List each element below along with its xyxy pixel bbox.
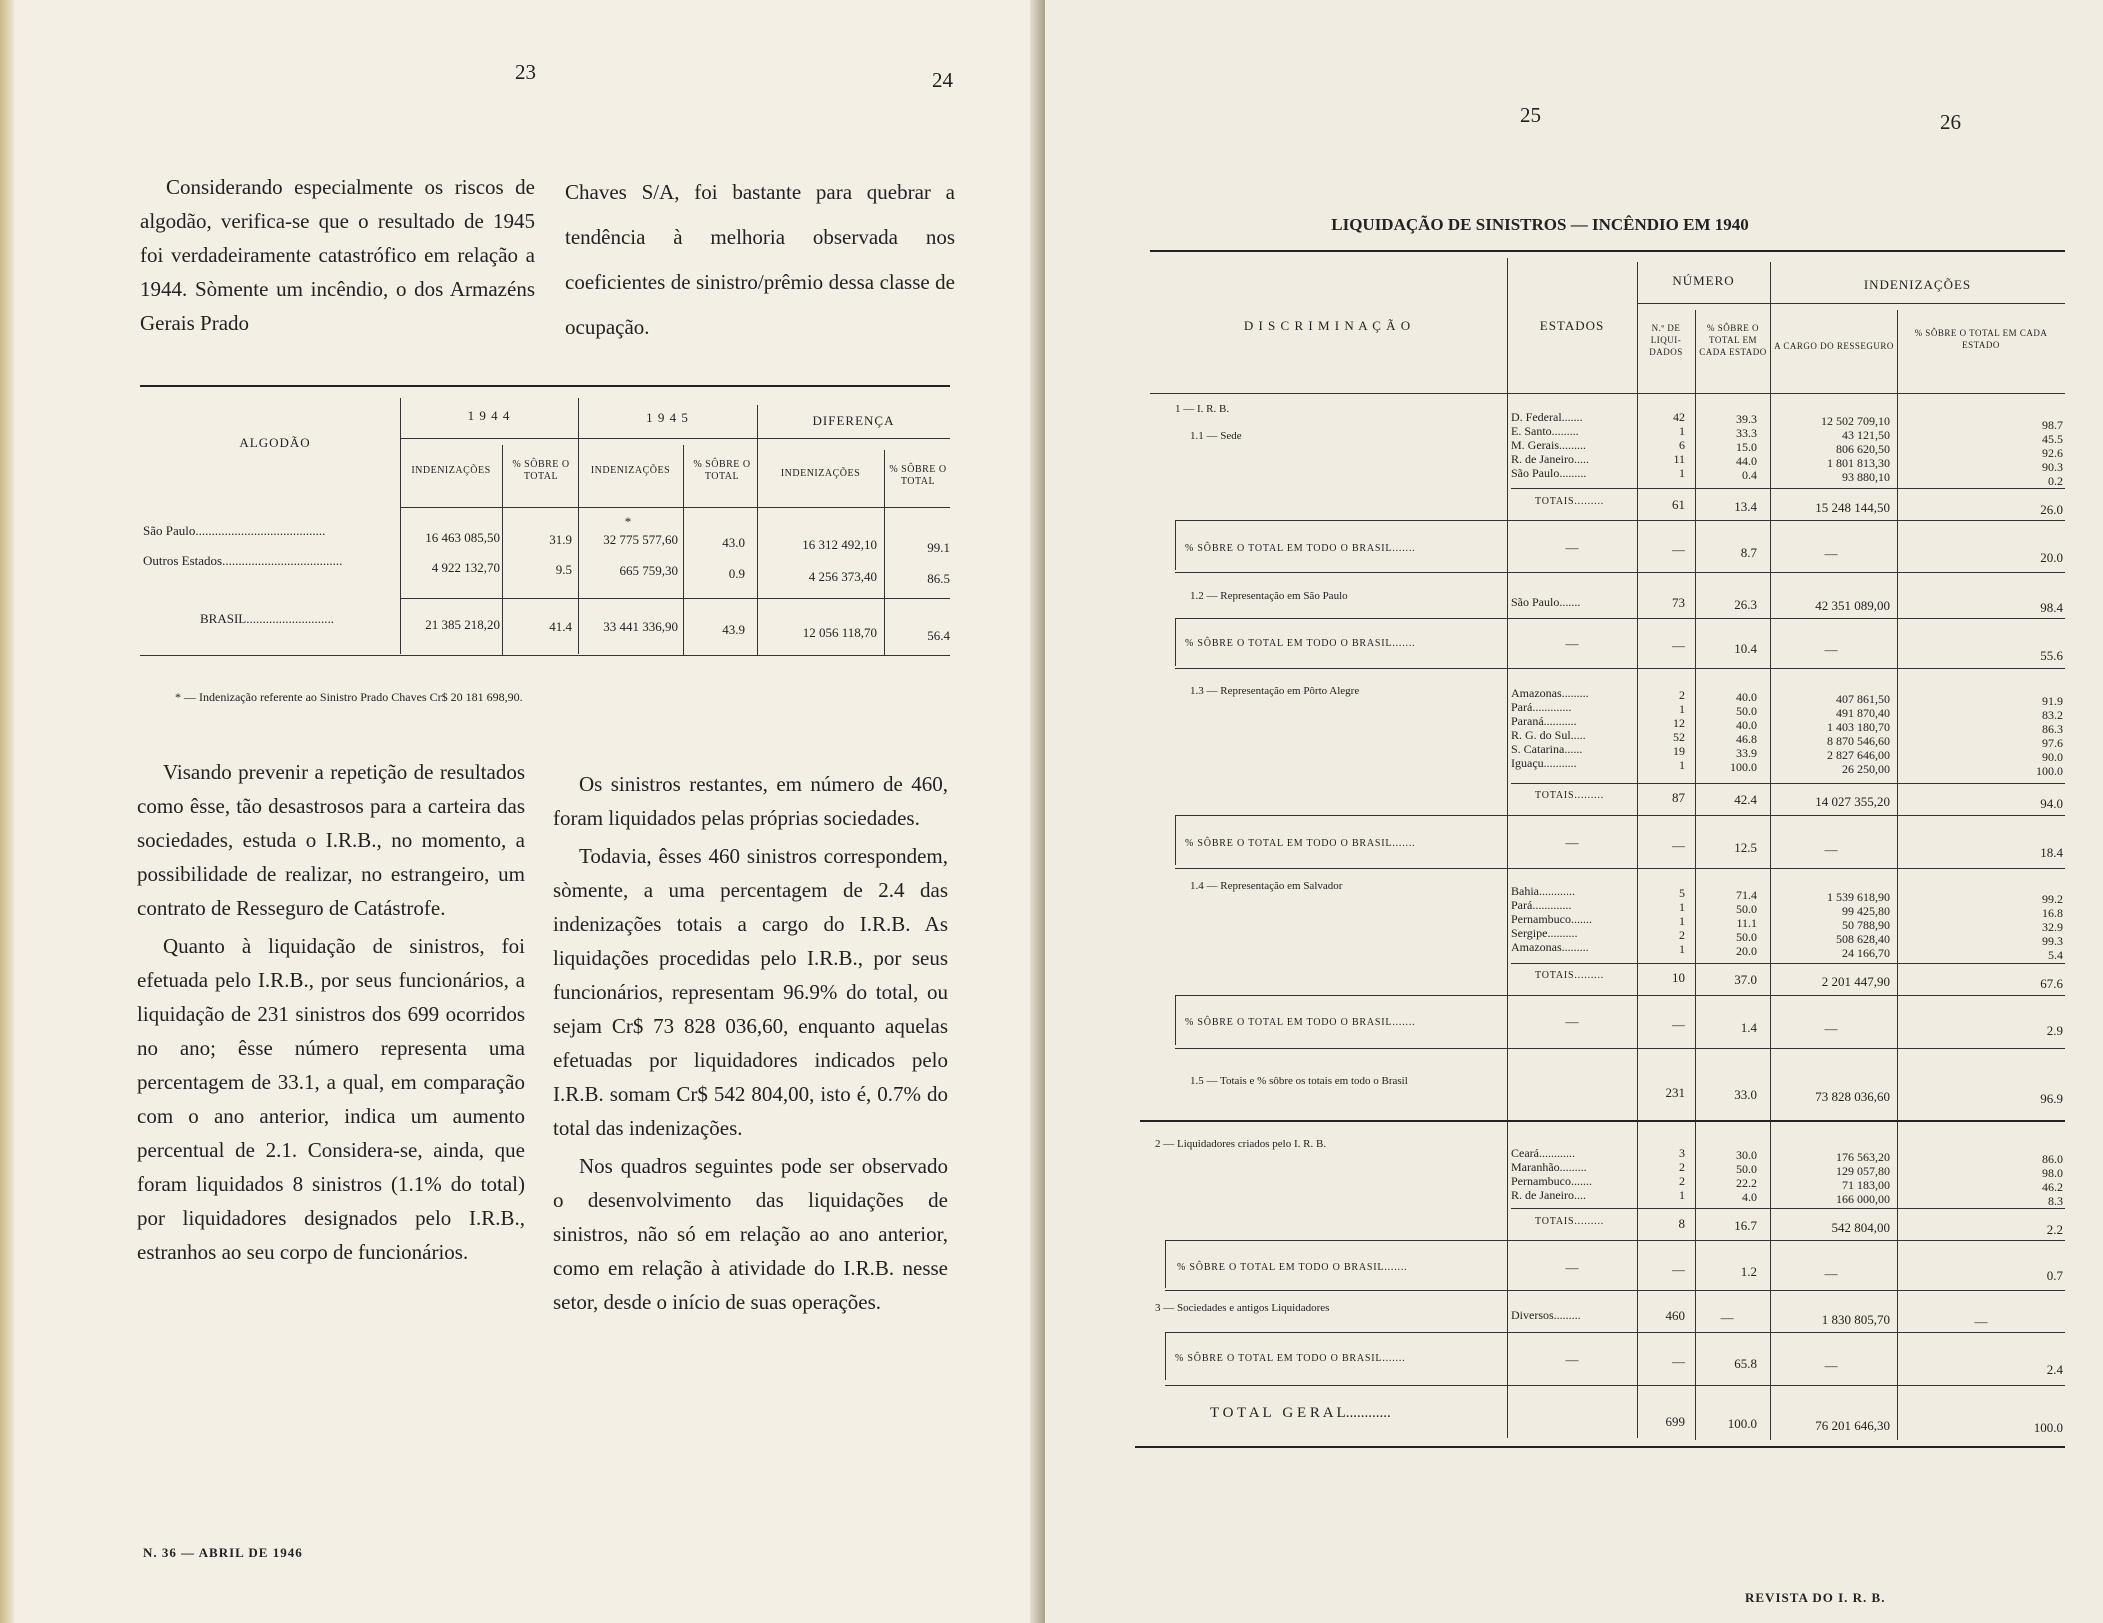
cell: 96.9 xyxy=(2040,1091,2063,1106)
cell: 4 922 132,70 xyxy=(431,560,500,575)
cell: 14 027 355,20 xyxy=(1815,794,1890,809)
page-footer: N. 36 — ABRIL DE 1946 xyxy=(143,1545,303,1560)
col-header-pct: % SÔBRE O TOTAL xyxy=(889,464,947,487)
cell: 12 056 118,70 xyxy=(802,625,877,640)
cell: 18.4 xyxy=(2040,845,2063,860)
section-title: 1.3 — Representação em Pôrto Alegre xyxy=(1190,685,1360,697)
cell: — xyxy=(1565,636,1579,651)
cell: 16.7 xyxy=(1734,1218,1757,1233)
header-estados: ESTADOS xyxy=(1539,318,1605,333)
totais-label: TOTAIS......... xyxy=(1535,496,1605,507)
cell: 99.1 xyxy=(927,540,950,555)
cell: — xyxy=(1672,542,1685,557)
cell: 9.5 xyxy=(555,562,572,577)
state-list: Amazonas......... Pará............. Paraná........... R. G. do Sul..... S. Catarina...... Iguaçu........... xyxy=(1511,686,1589,770)
cell: — xyxy=(1565,540,1579,555)
pct-brasil-label: % SÔBRE O TOTAL EM TODO O BRASIL....... xyxy=(1177,1262,1408,1273)
totais-label: TOTAIS......... xyxy=(1535,970,1605,981)
cell: — xyxy=(1824,842,1838,857)
header-indenizacoes: INDENIZAÇÕES xyxy=(1863,277,1972,292)
cell: 1.2 xyxy=(1740,1264,1757,1279)
cell: — xyxy=(1672,1354,1685,1369)
pct-brasil-label: % SÔBRE O TOTAL EM TODO O BRASIL....... xyxy=(1185,543,1416,554)
cell: 43.9 xyxy=(722,622,745,637)
cell: — xyxy=(1672,1262,1685,1277)
header-n-liquidados: N.º DE LIQUI-DADOS xyxy=(1649,323,1683,357)
cell: — xyxy=(1565,835,1579,850)
page-number: 26 xyxy=(1940,110,1961,134)
cell: 5 1 1 2 1 xyxy=(1679,886,1685,956)
cell: — xyxy=(1565,1352,1579,1367)
left-page xyxy=(0,0,1045,1623)
cell: 20.0 xyxy=(2040,550,2063,565)
cell: 42.4 xyxy=(1734,792,1757,807)
totais-label: TOTAIS......... xyxy=(1535,1216,1605,1227)
cell: 40.0 50.0 40.0 46.8 33.9 100.0 xyxy=(1730,690,1757,774)
state-list: Diversos......... xyxy=(1511,1308,1581,1322)
cell: 98.4 xyxy=(2040,600,2063,615)
cell: 16 463 085,50 xyxy=(425,530,500,545)
cell: 31.9 xyxy=(549,532,572,547)
col-header-indenizacoes: INDENIZAÇÕES xyxy=(590,465,671,476)
footnote-marker: * xyxy=(624,514,632,529)
cell: 76 201 646,30 xyxy=(1815,1418,1890,1433)
cell: 460 xyxy=(1665,1308,1685,1323)
cell: 26.0 xyxy=(2040,502,2063,517)
state-list: D. Federal....... E. Santo......... M. Gerais......... R. de Janeiro..... São Paulo......... xyxy=(1511,410,1589,480)
totais-label: TOTAIS......... xyxy=(1535,790,1605,801)
cell: 65.8 xyxy=(1734,1356,1757,1371)
cell: 100.0 xyxy=(1727,1416,1757,1431)
cell: 94.0 xyxy=(2040,796,2063,811)
group-header-1945: 1 9 4 5 xyxy=(646,410,689,425)
body-column-2: Os sinistros restantes, em número de 460, foram liquidados pelas próprias sociedades. Todavia, êsses 460 sinistros correspondem, sòmente, a uma percentagem de 2.4 das indenizações totais a cargo do I.R.B. As liquidações procedidas pelo I.R.B., por seus funcionários, representam 96.9% do total, ou sejam Cr$ 73 828 036,60, enquanto aquelas efetuadas por liquidadores indicados pelo I.R.B. somam Cr$ 542 804,00, isto é, 0.7% do total das indenizações. Nos quadros seguintes pode ser observado o desenvolvimento das liquidações de sinistros, não só em relação ao ano anterior, como em relação à atividade do I.R.B. nesse setor, desde o início de suas operações. xyxy=(553,772,948,1314)
cell: 542 804,00 xyxy=(1831,1220,1890,1235)
right-page xyxy=(1045,0,2103,1623)
section-title: 3 — Sociedades e antigos Liquidadores xyxy=(1155,1302,1330,1314)
page-footer: REVISTA DO I. R. B. xyxy=(1745,1590,1886,1605)
cell: 67.6 xyxy=(2040,976,2063,991)
cell: 71.4 50.0 11.1 50.0 20.0 xyxy=(1736,888,1757,958)
cell: 176 563,20 129 057,80 71 183,00 166 000,00 xyxy=(1836,1150,1890,1206)
col-header-indenizacoes: INDENIZAÇÕES xyxy=(780,468,861,479)
col-header-indenizacoes: INDENIZAÇÕES xyxy=(411,465,491,476)
cell: — xyxy=(1672,838,1685,853)
cell: — xyxy=(1824,642,1838,657)
cell: 2.2 xyxy=(2046,1222,2063,1237)
cell: — xyxy=(1720,1310,1734,1325)
cell: 2 201 447,90 xyxy=(1821,974,1890,989)
state-list: Bahia............ Pará............. Pernambuco....... Sergipe.......... Amazonas......... xyxy=(1511,884,1592,954)
cell: 12.5 xyxy=(1734,840,1757,855)
col-header-pct: % SÔBRE O TOTAL xyxy=(693,459,751,482)
row-label-outros-estados: Outros Estados..................................... xyxy=(143,553,343,568)
cell: — xyxy=(1824,1358,1838,1373)
cell: 41.4 xyxy=(549,619,572,634)
cell: 33 441 336,90 xyxy=(603,619,678,634)
cell: 33.0 xyxy=(1734,1087,1757,1102)
cell: 231 xyxy=(1665,1085,1685,1100)
cell: 10 xyxy=(1672,970,1685,985)
cell: 91.9 83.2 86.3 97.6 90.0 100.0 xyxy=(2036,694,2063,778)
cell: 3 2 2 1 xyxy=(1679,1146,1685,1202)
cell: — xyxy=(1565,1014,1579,1029)
cell: 86.0 98.0 46.2 8.3 xyxy=(2042,1152,2063,1208)
cell: 13.4 xyxy=(1734,499,1757,514)
cell: 98.7 45.5 92.6 90.3 0.2 xyxy=(2042,418,2063,488)
header-discriminacao: D I S C R I M I N A Ç Ã O xyxy=(1243,318,1412,333)
table-footnote: * — Indenização referente ao Sinistro Prado Chaves Cr$ 20 181 698,90. xyxy=(175,690,523,704)
section-title: 1.4 — Representação em Salvador xyxy=(1190,880,1343,892)
pct-brasil-label: % SÔBRE O TOTAL EM TODO O BRASIL....... xyxy=(1185,638,1416,649)
header-pct-estado: % SÔBRE O TOTAL EM CADA ESTADO xyxy=(1914,328,2048,350)
pct-brasil-label: % SÔBRE O TOTAL EM TODO O BRASIL....... xyxy=(1185,838,1416,849)
cell: 12 502 709,10 43 121,50 806 620,50 1 801 813,30 93 880,10 xyxy=(1821,414,1890,484)
row-label-sao-paulo: São Paulo........................................ xyxy=(143,523,326,538)
cell: 2 1 12 52 19 1 xyxy=(1673,688,1685,772)
pct-brasil-label: % SÔBRE O TOTAL EM TODO O BRASIL....... xyxy=(1175,1353,1406,1364)
cell: 1.4 xyxy=(1740,1020,1757,1035)
cell: 100.0 xyxy=(2033,1420,2063,1435)
cell: 1 830 805,70 xyxy=(1821,1312,1890,1327)
cell: 21 385 218,20 xyxy=(425,617,500,632)
cell: 42 1 6 11 1 xyxy=(1673,410,1685,480)
cell: 26.3 xyxy=(1734,597,1757,612)
header-numero: NÚMERO xyxy=(1672,273,1735,288)
header-a-cargo: A CARGO DO RESSEGURO xyxy=(1774,341,1894,351)
stub-header: ALGODÃO xyxy=(239,435,311,450)
col-header-pct: % SÔBRE O TOTAL xyxy=(512,459,570,482)
cell: 2.4 xyxy=(2046,1362,2063,1377)
cell: — xyxy=(1824,1021,1838,1036)
section-title: 2 — Liquidadores criados pelo I. R. B. xyxy=(1155,1138,1327,1150)
cell: 699 xyxy=(1665,1414,1685,1429)
cell: 39.3 33.3 15.0 44.0 0.4 xyxy=(1736,412,1757,482)
cell: — xyxy=(1974,1314,1988,1329)
header-pct-estado: % SÔBRE O TOTAL EM CADA ESTADO xyxy=(1699,323,1767,357)
total-geral-label: T O T A L G E R A L............ xyxy=(1210,1405,1391,1421)
cell: — xyxy=(1824,1266,1838,1281)
body-column-1: Visando prevenir a repetição de resultados como êsse, tão desastrosos para a carteira das sociedades, estuda o I.R.B., no momento, a possibilidade de realizar, no estrangeiro, um contrato de Resseguro de Catástrofe. Quanto à liquidação de sinistros, foi efetuada pelo I.R.B., por seus funcionários, a liquidação de 231 sinistros dos 699 ocorridos no ano; êsse número representa uma percentagem de 33.1, a qual, em comparação com o ano anterior, indica um aumento percentual de 2.1. Considera-se, ainda, que foram liquidados 8 sinistros (1.1% do total) por liquidadores designados pelo I.R.B., estranhos ao seu corpo de funcionários. xyxy=(137,760,525,1264)
cell: — xyxy=(1672,1017,1685,1032)
state-list: Ceará............ Maranhão......... Pernambuco....... R. de Janeiro.... xyxy=(1511,1146,1592,1202)
section-subtitle: 1.1 — Sede xyxy=(1190,430,1242,442)
intro-column-1: Considerando especialmente os riscos de algodão, verifica-se que o resultado de 1945 foi verdadeiramente catastrófico em relação a 1944. Sòmente um incêndio, o dos Armazéns Gerais Prado xyxy=(140,175,535,335)
cell: 2.9 xyxy=(2046,1023,2063,1038)
cell: 8 xyxy=(1678,1216,1685,1231)
cell: 10.4 xyxy=(1734,641,1757,656)
page-number: 23 xyxy=(515,60,536,84)
page-number: 25 xyxy=(1520,103,1541,127)
cell: — xyxy=(1824,546,1838,561)
cell: 56.4 xyxy=(927,628,950,643)
cell: 15 248 144,50 xyxy=(1815,500,1890,515)
cell: 86.5 xyxy=(927,571,950,586)
cell: 73 xyxy=(1672,595,1685,610)
cell: 61 xyxy=(1672,497,1685,512)
cell: 73 828 036,60 xyxy=(1815,1089,1890,1104)
cell: 8.7 xyxy=(1740,545,1757,560)
cell: — xyxy=(1672,638,1685,653)
intro-column-2: Chaves S/A, foi bastante para quebrar a tendência à melhoria observada nos coeficientes de sinistro/prêmio dessa classe de ocupação. xyxy=(565,180,955,339)
cell: 665 759,30 xyxy=(619,563,678,578)
table-title: LIQUIDAÇÃO DE SINISTROS — INCÊNDIO EM 1940 xyxy=(1331,215,1749,234)
state-list: São Paulo....... xyxy=(1511,595,1581,609)
cell: 407 861,50 491 870,40 1 403 180,70 8 870 546,60 2 827 646,00 26 250,00 xyxy=(1827,692,1890,776)
cell: 4 256 373,40 xyxy=(808,569,877,584)
cell: 0.9 xyxy=(728,566,745,581)
cell: 42 351 089,00 xyxy=(1815,598,1890,613)
section-title: 1.5 — Totais e % sôbre os totais em todo o Brasil xyxy=(1190,1075,1408,1087)
pct-brasil-label: % SÔBRE O TOTAL EM TODO O BRASIL....... xyxy=(1185,1017,1416,1028)
section-title: 1.2 — Representação em São Paulo xyxy=(1190,590,1348,602)
cell: 1 539 618,90 99 425,80 50 788,90 508 628,40 24 166,70 xyxy=(1827,890,1890,960)
row-label-brasil: BRASIL........................... xyxy=(200,611,334,626)
group-header-diferenca: DIFERENÇA xyxy=(812,413,895,428)
cell: 16 312 492,10 xyxy=(802,537,877,552)
page-number: 24 xyxy=(932,68,953,92)
group-header-1944: 1 9 4 4 xyxy=(467,408,511,423)
cell: 99.2 16.8 32.9 99.3 5.4 xyxy=(2042,892,2063,962)
cell: — xyxy=(1565,1260,1579,1275)
cell: 87 xyxy=(1672,790,1685,805)
cell: 43.0 xyxy=(722,535,745,550)
cell: 30.0 50.0 22.2 4.0 xyxy=(1736,1148,1757,1204)
cell: 32 775 577,60 xyxy=(603,532,678,547)
cell: 0.7 xyxy=(2046,1268,2063,1283)
section-title: 1 — I. R. B. xyxy=(1175,403,1230,415)
cell: 37.0 xyxy=(1734,972,1757,987)
page-edge xyxy=(0,0,14,1623)
cell: 55.6 xyxy=(2040,648,2063,663)
